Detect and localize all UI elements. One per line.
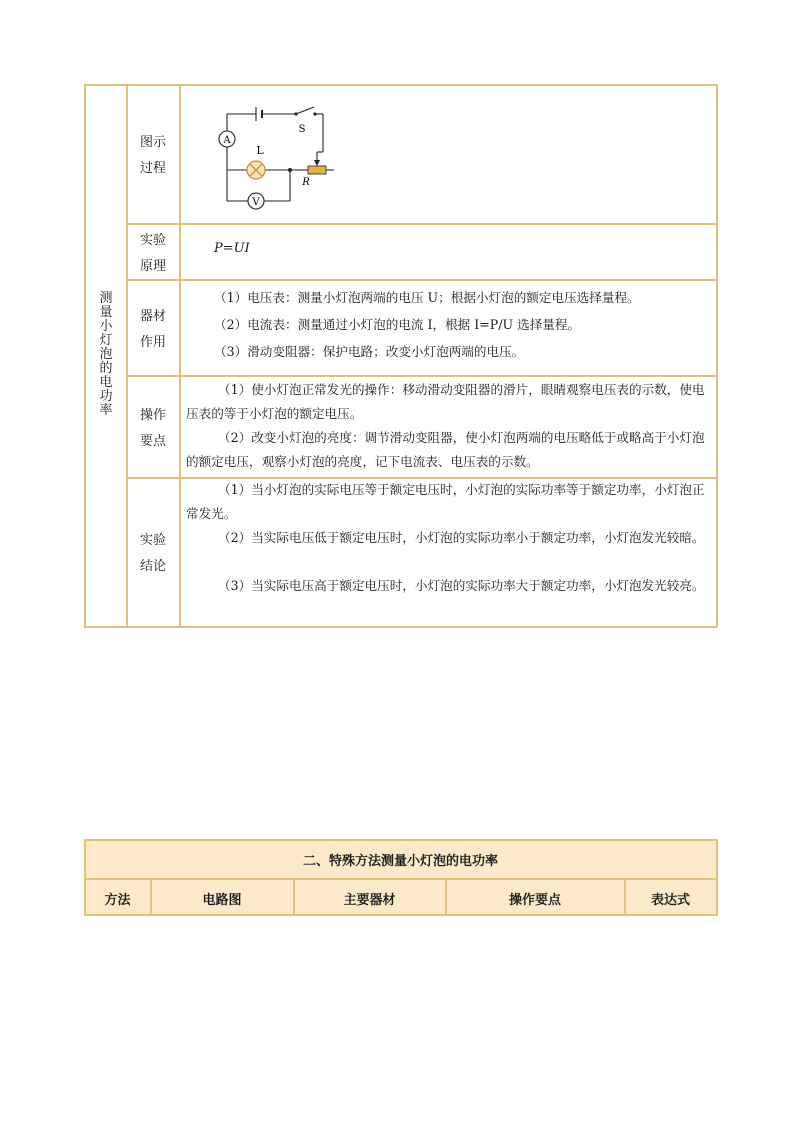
row-label-principle: 实验 原理 — [139, 233, 166, 274]
topic-vertical-label — [86, 292, 126, 418]
table2-header-method: 方法 — [104, 893, 131, 908]
topic-char: 测 — [99, 291, 113, 306]
table2-border-mid — [84, 878, 717, 880]
table2-title: 二、特殊方法测量小灯泡的电功率 — [302, 854, 498, 869]
table1-row-divider-3 — [126, 375, 717, 377]
conclusion-item: （1）当小灯泡的实际电压等于额定电压时，小灯泡的实际功率等于额定功率，小灯泡正常发光。 — [186, 482, 705, 521]
table1-col-divider-2 — [179, 84, 181, 627]
conclusion-item: （2）当实际电压低于额定电压时，小灯泡的实际功率小于额定功率，小灯泡发光较暗。 — [218, 530, 705, 545]
operation-item: （1）使小灯泡正常发光的操作：移动滑动变阻器的滑片，眼睛观察电压表的示数，使电压表的等于小灯泡的额定电压。 — [186, 382, 705, 421]
topic-char: 小 — [99, 319, 113, 334]
topic-char: 功 — [99, 389, 113, 404]
switch-symbol: S — [298, 124, 306, 135]
row-label-conclusion: 实验 结论 — [139, 533, 166, 574]
table2-border-right — [716, 839, 718, 916]
topic-char: 电 — [99, 375, 113, 390]
table2-border-top — [84, 839, 717, 841]
topic-char: 泡 — [99, 347, 113, 362]
equipment-item: （3）滑动变阻器：保护电路；改变小灯泡两端的电压。 — [214, 344, 525, 359]
row-label-diagram: 图示 过程 — [139, 135, 166, 176]
table1-row-divider-2 — [126, 279, 717, 281]
equipment-item: （1）电压表：测量小灯泡两端的电压 U；根据小灯泡的额定电压选择量程。 — [214, 290, 640, 305]
table2-header-expression: 表达式 — [650, 893, 690, 908]
equipment-item: （2）电流表：测量通过小灯泡的电流 I，根据 I=P/U 选择量程。 — [214, 317, 581, 332]
ammeter-symbol: A — [223, 135, 231, 146]
topic-char: 的 — [99, 361, 113, 376]
topic-char: 率 — [99, 403, 113, 418]
operation-item: （2）改变小灯泡的亮度：调节滑动变阻器，使小灯泡两端的电压略低于或略高于小灯泡的额定电压，观察小灯泡的亮度，记下电流表、电压表的示数。 — [186, 430, 705, 469]
topic-char: 灯 — [99, 333, 113, 348]
table2-header-circuit: 电路图 — [202, 893, 242, 908]
rheostat-icon — [308, 166, 326, 174]
circuit-diagram — [210, 100, 340, 215]
lamp-symbol: L — [256, 144, 264, 157]
table2-header-equipment: 主要器材 — [343, 893, 396, 908]
table1-border-right — [716, 84, 718, 627]
row-label-operation: 操作 要点 — [139, 408, 166, 449]
voltmeter-symbol: V — [252, 197, 260, 208]
conclusion-item: （3）当实际电压高于额定电压时，小灯泡的实际功率大于额定功率，小灯泡发光较亮。 — [218, 578, 705, 593]
topic-char: 量 — [99, 305, 113, 320]
principle-formula: P=UI — [214, 241, 250, 256]
rheostat-symbol: R — [302, 177, 310, 188]
table1-row-divider-1 — [126, 223, 717, 225]
table2-header-operation: 操作要点 — [508, 893, 561, 908]
table2-border-bottom — [84, 914, 717, 916]
row-label-equipment: 器材 作用 — [139, 309, 166, 350]
